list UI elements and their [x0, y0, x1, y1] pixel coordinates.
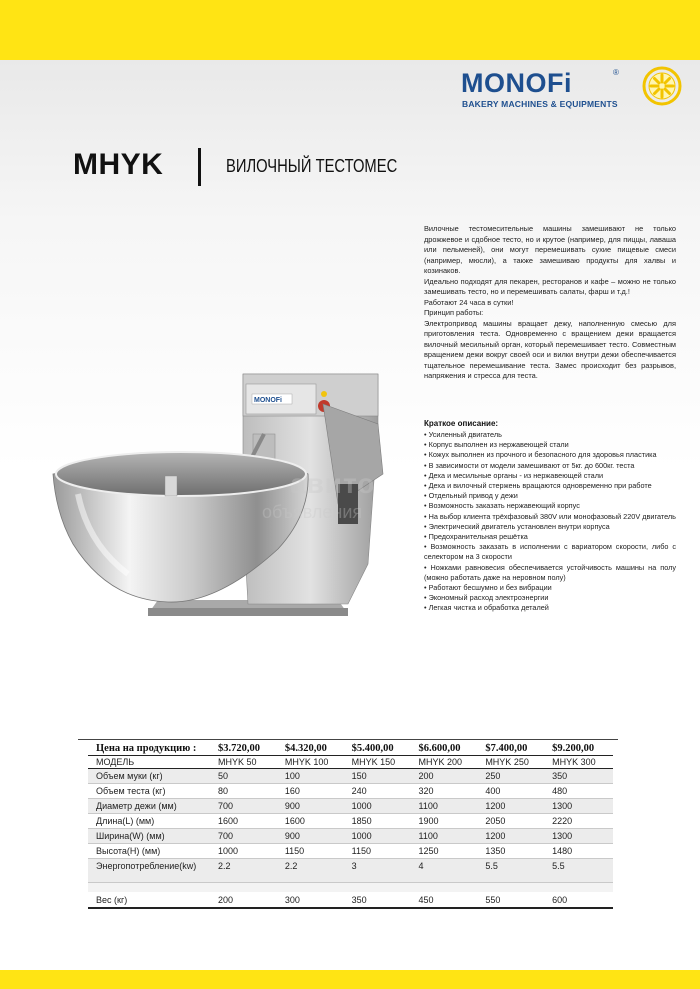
table-cell: 1150 [346, 843, 413, 858]
table-cell: 100 [279, 768, 346, 783]
table-cell: 1000 [346, 828, 413, 843]
table-cell: 1300 [546, 828, 613, 843]
feature-item: • Электрический двигатель установлен внутри корпуса [424, 521, 610, 531]
table-cell: 2.2 [212, 858, 279, 882]
bottom-yellow-band [0, 970, 700, 989]
model-cell: MHYK 100 [279, 755, 346, 768]
table-cell: 1850 [346, 813, 413, 828]
table-cell: 700 [212, 828, 279, 843]
description-paragraph: Идеально подходят для пекарен, ресторанов и кафе – можно не только замешивать тесто, но и перемешивать салаты, фарш и т.д.! [424, 276, 676, 296]
table-cell: 150 [346, 768, 413, 783]
table-cell: 1250 [412, 843, 479, 858]
description-paragraph: Работают 24 часа в сутки! [424, 297, 514, 307]
price-cell: $6.600,00 [418, 743, 461, 755]
row-label: Длина(L) (мм) [88, 813, 212, 828]
price-cell: $4.320,00 [284, 743, 327, 755]
table-cell: 1300 [546, 798, 613, 813]
table-cell: 400 [479, 783, 546, 798]
product-description [424, 224, 676, 382]
row-label: Ширина(W) (мм) [88, 828, 212, 843]
feature-item: • На выбор клиента трёхфазовый 380V или монофазовый 220V двигатель [424, 511, 676, 521]
price-cell: $5.400,00 [351, 743, 394, 755]
model-cell: MHYK 150 [346, 755, 413, 768]
table-cell: 300 [279, 892, 346, 908]
table-row [88, 858, 613, 882]
model-title: MHYK [73, 148, 164, 181]
spacer-cell [546, 882, 613, 892]
spacer-cell [346, 882, 413, 892]
table-cell: 700 [212, 798, 279, 813]
table-cell: 1350 [479, 843, 546, 858]
spacer-cell [479, 882, 546, 892]
price-cell: $9.200,00 [552, 743, 595, 755]
feature-item: • Усиленный двигатель [424, 430, 502, 439]
table-cell: 1000 [346, 798, 413, 813]
table-cell: 250 [479, 768, 546, 783]
feature-item: • Работают бесшумно и без вибрации [424, 583, 552, 593]
table-cell: 550 [479, 892, 546, 908]
table-row [88, 813, 613, 828]
table-cell: 1900 [412, 813, 479, 828]
registered-mark: ® [613, 68, 619, 77]
table-row [88, 798, 613, 813]
table-cell: 1200 [479, 798, 546, 813]
price-cell: $3.720,00 [218, 743, 260, 755]
row-label: Вес (кг) [88, 892, 212, 908]
table-cell: 600 [546, 892, 613, 908]
feature-item: • Деха и вилочный стержень вращаются одновременно при работе [424, 481, 652, 491]
table-cell: 160 [279, 783, 346, 798]
table-row [88, 892, 613, 908]
table-cell: 1200 [479, 828, 546, 843]
table-row [88, 828, 613, 843]
table-cell: 900 [279, 798, 346, 813]
spacer-cell [88, 882, 212, 892]
spacer-cell [212, 882, 279, 892]
table-cell: 5.5 [546, 858, 613, 882]
table-row [88, 843, 613, 858]
model-subtitle: ВИЛОЧНЫЙ ТЕСТОМЕС [226, 156, 398, 176]
row-label: Объем теста (кг) [88, 783, 212, 798]
table-cell: 900 [279, 828, 346, 843]
table-cell: 1600 [279, 813, 346, 828]
table-cell: 450 [412, 892, 479, 908]
model-label: МОДЕЛЬ [88, 755, 212, 768]
row-label: Энергопотребление(kw) [88, 858, 212, 882]
feature-item: • Предохранительная решётка [424, 532, 528, 542]
feature-item: • Отдельный привод у дежи [424, 491, 518, 501]
table-cell: 3 [346, 858, 413, 882]
brand-tagline: BAKERY MACHINES & EQUIPMENTS [462, 99, 618, 109]
table-cell: 320 [412, 783, 479, 798]
row-label: Диаметр дежи (мм) [88, 798, 212, 813]
watermark-sub: объявления [262, 502, 363, 522]
model-row [88, 755, 613, 768]
table-cell: 200 [212, 892, 279, 908]
price-label: Цена на продукцию : [96, 743, 197, 755]
table-cell: 240 [346, 783, 413, 798]
panel-logo: MONOFi [254, 397, 282, 404]
feature-item: • Ножками равновесия обеспечивается устойчивость машины на полу (можно работать даже на неровном полу) [424, 562, 676, 582]
features-list [424, 430, 676, 614]
table-spacer-row [88, 882, 613, 892]
model-cell: MHYK 50 [212, 755, 279, 768]
row-label: Объем муки (кг) [88, 768, 212, 783]
spec-table [88, 741, 613, 909]
feature-item: • Экономный расход электроэнергии [424, 593, 549, 603]
row-label: Высота(H) (мм) [88, 843, 212, 858]
description-paragraph: Вилочные тестомесительные машины замешивают не только дрожжевое и сдобное тесто, но и крутое (например, для пиццы, лаваша или пельменей), они могут перемешивать сухие пищевые смеси (например, мюсли), а также замешиваю продукты для халвы и козинаков. [424, 224, 676, 275]
table-cell: 1480 [546, 843, 613, 858]
table-cell: 1000 [212, 843, 279, 858]
table-cell: 1600 [212, 813, 279, 828]
feature-item: • Возможность заказать нержавеющий корпус [424, 501, 580, 511]
top-yellow-band [0, 0, 700, 60]
feature-item: • Корпус выполнен из нержавеющей стали [424, 440, 569, 450]
price-cell: $7.400,00 [485, 743, 528, 755]
description-paragraph: Принцип работы: [424, 308, 484, 317]
table-cell: 5.5 [479, 858, 546, 882]
table-cell: 1150 [279, 843, 346, 858]
table-cell: 350 [346, 892, 413, 908]
table-cell: 2.2 [279, 858, 346, 882]
title-divider [198, 148, 201, 186]
table-cell: 50 [212, 768, 279, 783]
table-cell: 480 [546, 783, 613, 798]
price-row [88, 741, 613, 755]
table-row [88, 768, 613, 783]
brand-name: MONOFi [461, 68, 572, 98]
table-cell: 1100 [412, 798, 479, 813]
spec-table-body [88, 741, 613, 908]
feature-item: • В зависимости от модели замешивают от 5кг. до 600кг. теста [424, 460, 635, 470]
lemon-slice-icon [642, 66, 682, 106]
table-cell: 350 [546, 768, 613, 783]
table-cell: 2220 [546, 813, 613, 828]
model-cell: MHYK 200 [412, 755, 479, 768]
feature-item: • Возможность заказать в исполнении с вариатором скорости, либо с селектором на 3 скорости [424, 542, 676, 562]
description-paragraph: Электропривод машины вращает дежу, наполненную смесью для приготовления теста. Одновременно с вращением дежи вращается вилочный месильный орган, который перемешивает тесто. Совместным вращением дежи вокруг своей оси и вилки внутри дежи обеспечивается тщательное перемешивание теста. Замес происходит без разрывов, напряжения и стресса для теста. [424, 318, 676, 380]
feature-item: • Деха и месильные органы - из нержавеющей стали [424, 470, 604, 480]
features-title: Краткое описание: [424, 419, 499, 428]
spacer-cell [279, 882, 346, 892]
table-cell: 4 [412, 858, 479, 882]
feature-item: • Легкая чистка и обработка деталей [424, 603, 549, 613]
brand-logo [461, 64, 686, 114]
table-cell: 200 [412, 768, 479, 783]
model-cell: MHYK 300 [546, 755, 613, 768]
table-cell: 80 [212, 783, 279, 798]
table-cell: 1100 [412, 828, 479, 843]
table-top-rule [78, 739, 618, 740]
table-row [88, 783, 613, 798]
watermark: авито [290, 468, 376, 499]
spacer-cell [412, 882, 479, 892]
feature-item: • Кожух выполнен из прочного и безопасного для здоровья пластика [424, 450, 657, 460]
model-cell: MHYK 250 [479, 755, 546, 768]
table-cell: 2050 [479, 813, 546, 828]
